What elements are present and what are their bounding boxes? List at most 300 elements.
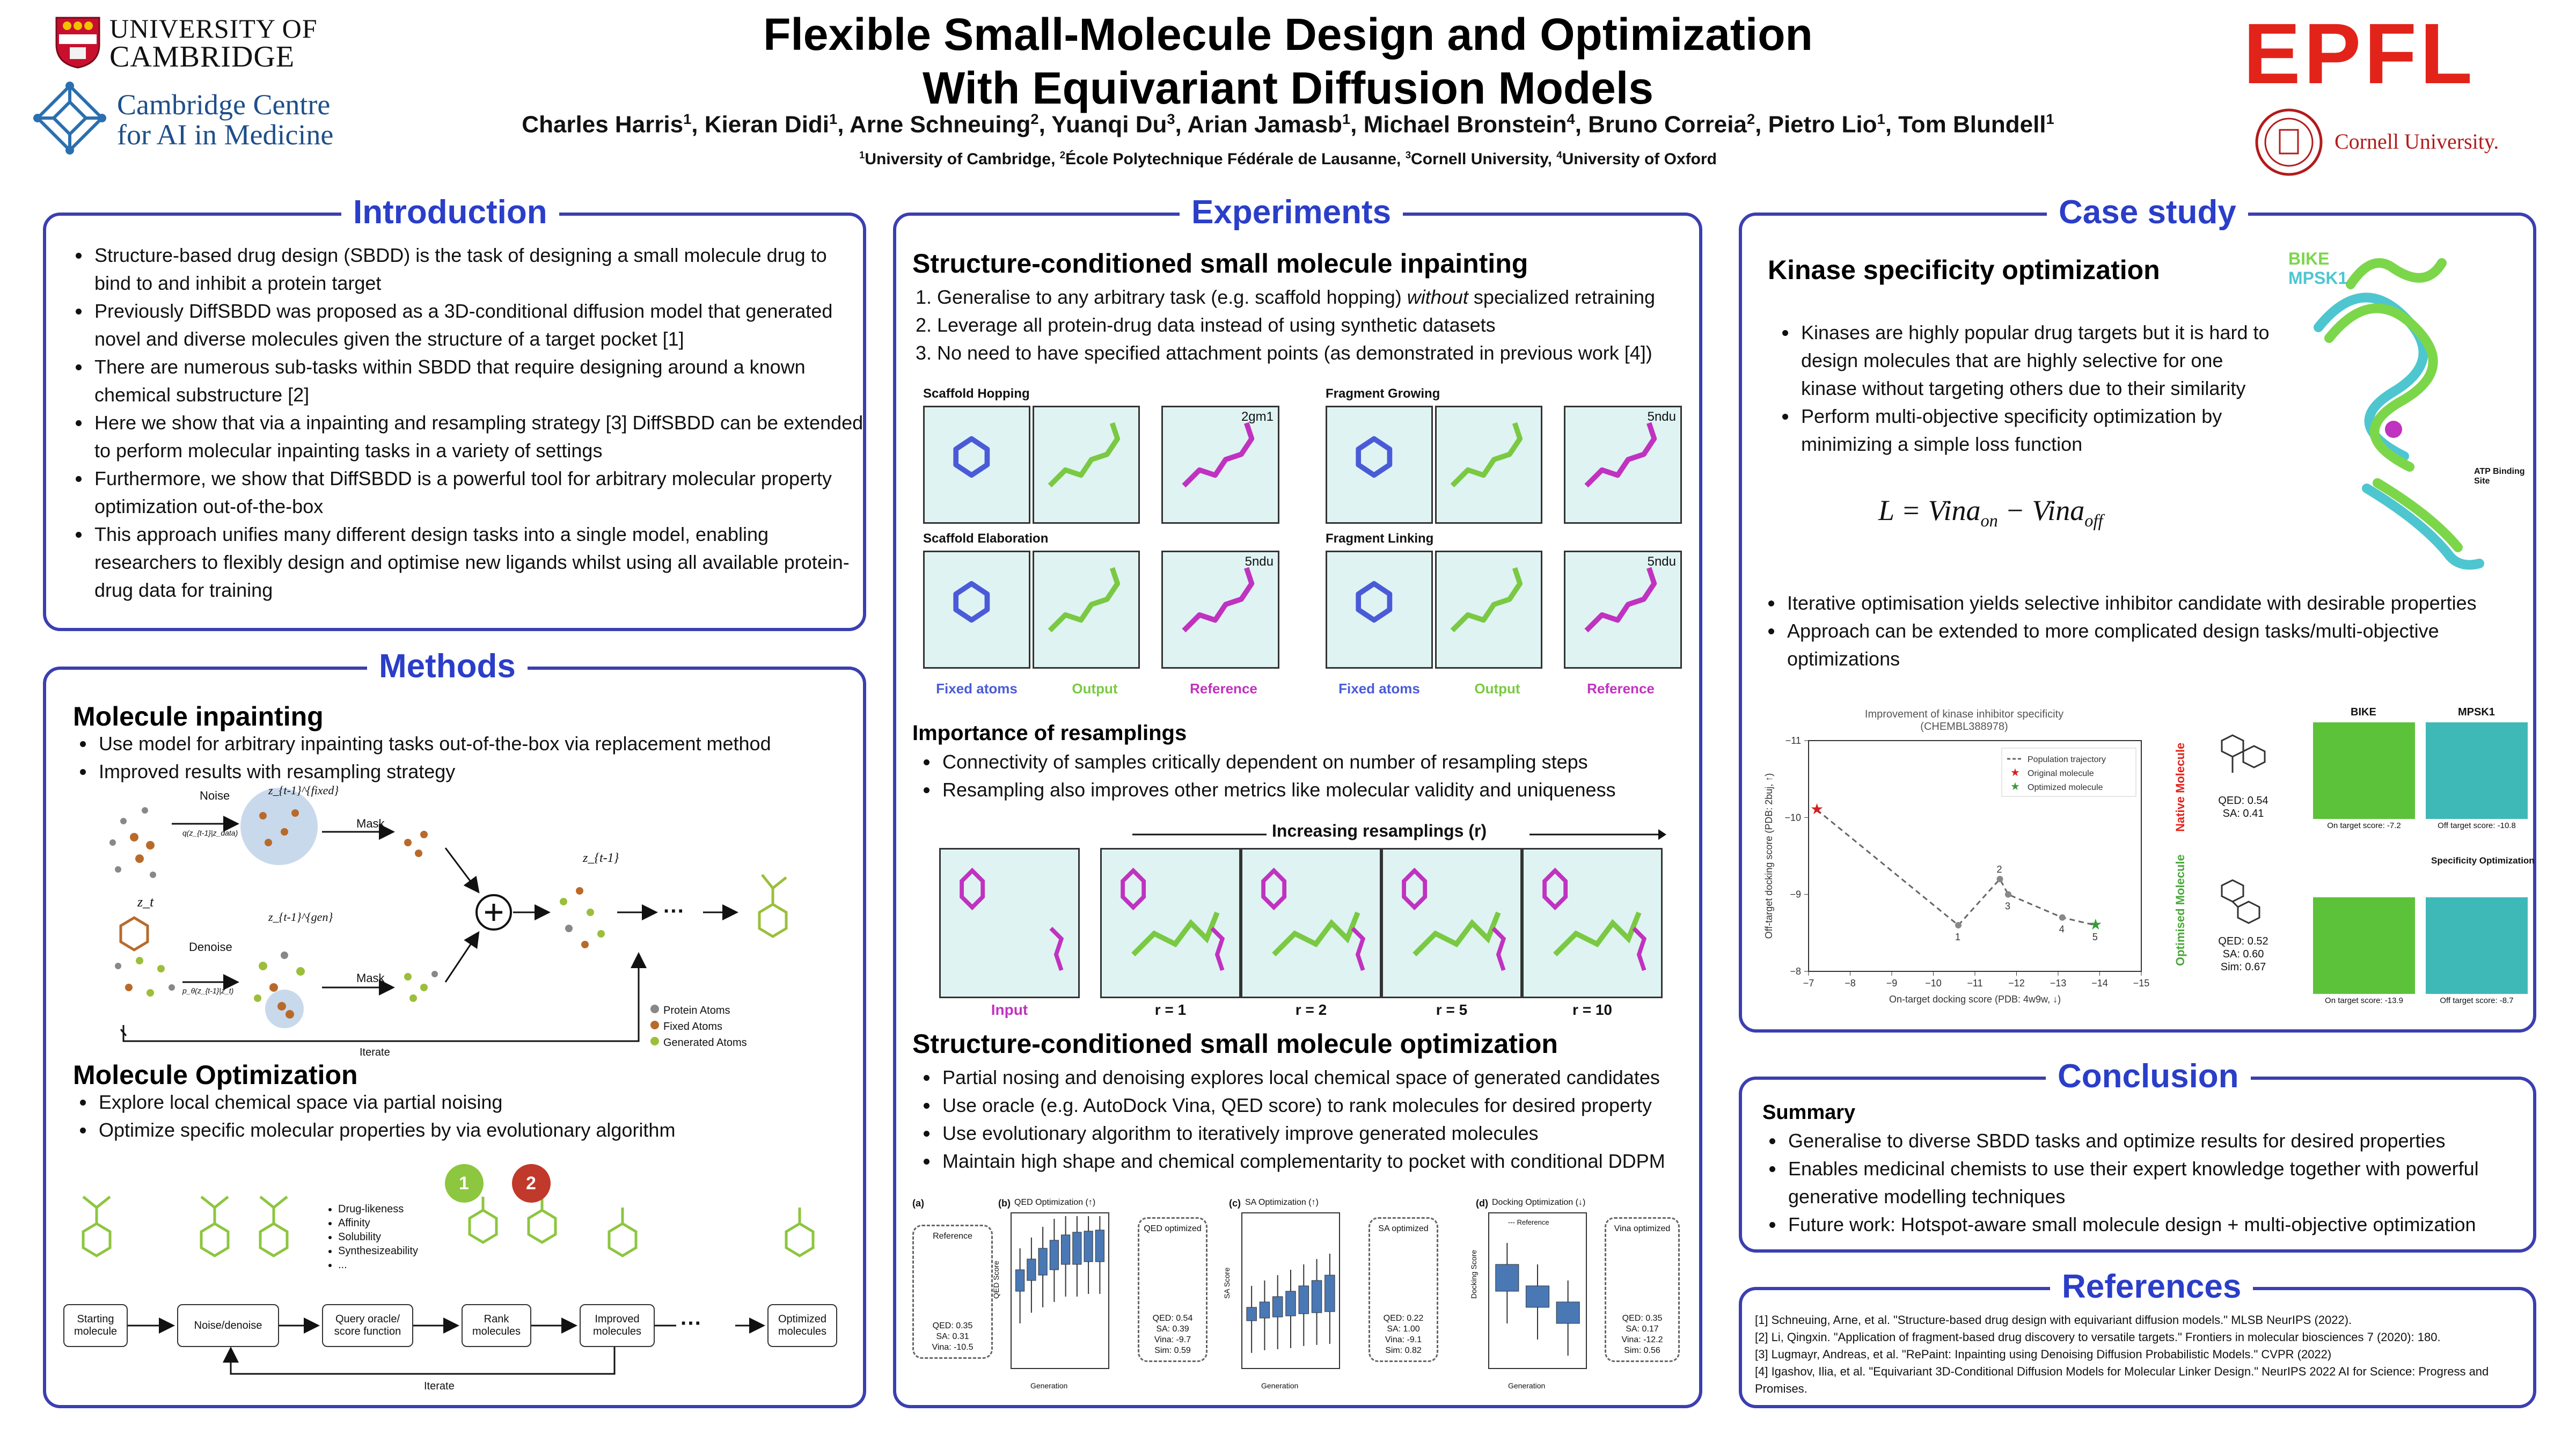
trajectory-line [1817,810,2096,925]
affiliation-name: University of Cambridge [865,150,1051,168]
z-t-label: z_t [137,894,154,910]
col-fixed-atoms-2: Fixed atoms [1338,680,1420,697]
ccaim-line1: Cambridge Centre [117,89,331,121]
resampling-bullet: • Resampling also improves other metrics like molecular validity and uniqueness [939,776,1723,804]
resampling-heading: Importance of resamplings [912,721,1187,745]
author-affiliation: 1 [2046,111,2054,127]
case-study-bullets [1766,319,2281,458]
native-molecule-drawing [2200,719,2281,789]
molecule-drawing [925,407,1029,522]
resampling-label: r = 2 [1295,1001,1327,1018]
pdb-id: 5ndu [1245,554,1274,569]
box [1073,1232,1081,1264]
legend-item: Fixed Atoms [663,1021,723,1033]
reference-item: [3] Lugmayr, Andreas, et al. "RePaint: Inpainting using Denoising Diffusion Probabilistic Models." CVPR (2022) [1755,1348,2332,1361]
x-tick-label: −11 [1967,978,1983,989]
stat-line: Sim: 0.67 [2220,961,2266,973]
legend-label: Original molecule [2028,769,2094,778]
box-title: Reference [933,1232,972,1241]
loss-equation: L = Vina$_{on}$ − Vina$_{off}$ [1878,494,2103,531]
flow-molecules [83,1197,813,1256]
box [1496,1264,1519,1291]
point-label: 5 [2092,932,2098,942]
x-axis-label: On-target docking score (PDB: 4w9w, ↓) [1889,994,2061,1005]
subplot-title: SA Optimization (↑) [1245,1198,1319,1207]
references-title: References [2050,1269,2253,1305]
resampling-arrow-label: Increasing resamplings (r) [1272,821,1487,840]
subplot-legend: --- Reference [1508,1218,1549,1226]
optimization-experiment-bullet: • Partial nosing and denoising explores local chemical space of generated candidates [939,1064,1723,1092]
denoise-label: Denoise [189,940,232,954]
intro-bullet: • There are numerous sub-tasks within SBDD that require designing around a known chemical substructure [2] [91,353,864,409]
flow-iterate-loop [231,1347,614,1374]
panel-letter: (a) [912,1198,924,1209]
reference-image [1564,551,1682,669]
x-tick-label: −14 [2091,978,2108,989]
resampling-label: Input [991,1001,1028,1018]
optimised-molecule-drawing [2200,864,2281,934]
optimization-bullet: • Explore local chemical space via partial noising [96,1088,879,1116]
subplot-ylabel: QED Score [992,1261,1000,1299]
generated-cloud [254,952,305,1028]
z-gen-label: z_{t-1}^{gen} [268,910,333,924]
stat-line: QED: 0.52 [2218,935,2268,947]
stat-line: Vina: -9.1 [1385,1335,1422,1344]
optimization-flow-diagram [59,1159,853,1395]
box [1325,1275,1335,1312]
iterate-label: Iterate [360,1046,390,1058]
box [1312,1280,1321,1313]
molecule-drawing [1327,407,1431,522]
molecule-drawing [1327,552,1431,667]
iterate-loop [123,955,639,1041]
resampling-bullet: • Connectivity of samples critically dependent on number of resampling steps [939,748,1723,776]
subplot-title: Docking Optimization (↓) [1492,1198,1586,1207]
col-reference-2: Reference [1587,680,1655,697]
x-tick-label: −12 [2008,978,2025,989]
optimized-molecule-marker: ★ [2089,916,2103,933]
trajectory-point [1955,922,1962,928]
task-label: Scaffold Hopping [923,386,1030,401]
box [1038,1248,1047,1275]
score-opt-on: On target score: -13.9 [2325,996,2403,1005]
fixed-atoms-image [1326,406,1433,524]
optimization-experiment-bullets [907,1064,1723,1175]
box [1062,1235,1070,1264]
property-list [322,1202,418,1272]
mpsk1-label: MPSK1 [2288,268,2348,288]
native-stats [2216,794,2270,820]
sa-optimized-box [1368,1217,1438,1362]
y-tick-label: −11 [1785,735,1801,746]
box [1247,1307,1256,1321]
subplot-ylabel: Docking Score [1469,1249,1478,1299]
cornell-logo [2254,107,2522,188]
box [1095,1230,1104,1262]
stat-line: QED: 0.35 [932,1321,973,1330]
fixed-atoms-image [1326,551,1433,669]
network-icon [32,80,107,156]
masked-generated [404,971,438,1002]
task-label: Fragment Linking [1326,531,1434,546]
ccaim-line2: for AI in Medicine [117,119,334,151]
p-label: p_θ(z_{t-1}|z_t) [182,986,234,995]
col-fixed-atoms-1: Fixed atoms [936,680,1018,697]
pdb-id: 5ndu [1647,409,1676,424]
cambridge-line2: CAMBRIDGE [109,40,295,74]
box [1016,1270,1024,1291]
intro-bullet: • This approach unifies many different design tasks into a single model, enabling researchers to flexibly design and optimise new ligands whilst using all available protein-drug data for training [91,521,864,604]
output-image [1033,551,1140,669]
molecule-drawing [1242,850,1380,997]
point-label: 1 [1955,932,1961,942]
mask-label-2: Mask [356,971,385,985]
col-output-1: Output [1072,680,1118,697]
molecule-drawing [1163,552,1278,667]
fixed-molecule [109,807,156,878]
box-title: SA optimized [1378,1224,1429,1233]
conclusion-bullets [1753,1127,2552,1239]
stat-line: SA: 0.41 [2222,808,2264,819]
x-tick-label: −8 [1845,978,1856,989]
property-item: • ... [338,1258,418,1272]
stat-line: QED: 0.54 [2218,795,2268,807]
flow-step-rank: Rank molecules [462,1304,531,1347]
z-fixed-label: z_{t-1}^{fixed} [268,784,339,797]
y-tick-label: −10 [1784,812,1801,823]
native-molecule-label: Native Molecule [2174,742,2187,832]
bike-col-header: BIKE [2351,706,2376,718]
inpainting-point: 2. Leverage all protein-drug data instead of using synthetic datasets [937,311,1721,339]
inpainting-experiment-heading: Structure-conditioned small molecule inpainting [912,248,1528,279]
title-line2: With Equivariant Diffusion Models [923,63,1653,113]
epfl-logo: EPFL [2243,5,2476,101]
legend-label: Population trajectory [2028,755,2106,764]
affiliation-number: 1 [859,149,865,160]
author-affiliation: 3 [1167,111,1175,127]
stat-line: SA: 0.31 [936,1332,969,1341]
flow-step-starting: Starting molecule [63,1304,128,1347]
box [1027,1259,1036,1280]
author-name: Michael Bronstein [1363,111,1567,138]
reference-item: [1] Schneuing, Arne, et al. "Structure-based drug design with equivariant diffusion models." MLSB NeurIPS (2022). [1755,1313,2352,1327]
title-line1: Flexible Small-Molecule Design and Optimization [763,9,1813,60]
ellipsis: ··· [663,899,685,923]
optimization-experiment-bullet: • Maintain high shape and chemical complementarity to pocket with conditional DDPM [939,1147,1723,1175]
flow-ellipsis: ··· [680,1312,702,1335]
legend-optimized-icon: ★ [2010,781,2020,793]
optimization-bullets [63,1088,879,1144]
intro-bullet: • Structure-based drug design (SBDD) is the task of designing a small molecule drug to bind to and inhibit a protein target [91,241,864,297]
author-name: Bruno Correia [1588,111,1747,138]
qed-optimized-box [1138,1217,1208,1362]
trajectory-point [2005,891,2011,898]
molecule-optimization-heading: Molecule Optimization [73,1060,358,1090]
legend-item: Generated Atoms [663,1037,747,1049]
legend-label: Optimized molecule [2028,783,2103,792]
affiliation-list: $^1$University of Cambridge, $^2$École Polytechnique Fédérale de Lausanne, $^3$Cornell University, $^4$University of Oxford [859,149,1717,168]
bike-optimised-image [2313,897,2415,994]
molecule-drawing [1163,407,1278,522]
molecule-drawing [1437,407,1541,522]
experiments-title: Experiments [1180,195,1403,230]
molecule-drawing [1102,850,1239,997]
bike-native-image [2313,722,2415,819]
emphasis: without [1407,286,1468,308]
resampling-label: r = 5 [1436,1001,1468,1018]
author-name: Charles Harris [522,111,684,138]
molecule-drawing [1565,552,1680,667]
output-image [1435,406,1542,524]
inpainting-bullet: • Improved results with resampling strategy [96,758,879,786]
box-stats [1370,1313,1437,1356]
author-name: Arne Schneuing [850,111,1031,138]
optimization-bullet: • Optimize specific molecular properties by via evolutionary algorithm [96,1116,879,1144]
author-name: Kieran Didi [704,111,830,138]
y-tick-label: −9 [1790,889,1801,900]
property-item: • Affinity [338,1216,418,1230]
intro-bullet: • Furthermore, we show that DiffSBDD is a powerful tool for arbitrary molecular property optimization out-of-the-box [91,465,864,521]
point-label: 2 [1996,864,2002,875]
inpainting-point: 1. Generalise to any arbitrary task (e.g. scaffold hopping) without specialized retraining [937,283,1721,311]
author-affiliation: 1 [1342,111,1351,127]
resampling-image [939,848,1080,998]
stat-line: QED: 0.35 [1622,1314,1663,1323]
introduction-bullets [59,241,864,604]
molecule-drawing [1034,552,1138,667]
box-title: QED optimized [1144,1224,1202,1233]
molecule-drawing [925,552,1029,667]
specificity-arrow-label: Specificity Optimization [2431,855,2535,866]
kinase-heading: Kinase specificity optimization [1768,255,2160,285]
y-tick-label: −8 [1790,966,1801,977]
case-study-bullet: • Iterative optimisation yields selective inhibitor candidate with desirable properties [1784,589,2551,617]
stat-line: Sim: 0.82 [1385,1346,1422,1355]
pdb-id: 2gm1 [1241,409,1274,424]
subplot-title: QED Optimization (↑) [1014,1198,1096,1207]
stat-line: SA: 0.17 [1626,1324,1659,1334]
atp-site-label: ATP Binding Site [2474,467,2525,486]
point-label: 4 [2059,924,2065,935]
affiliation-number: 4 [1556,149,1562,160]
trajectory-point [1997,876,2003,882]
x-tick-label: −9 [1886,978,1898,989]
intro-bullet: • Here we show that via a inpainting and resampling strategy [3] DiffSBDD can be extended to perform molecular inpainting tasks in a variety of settings [91,409,864,465]
case-study-bullet: • Perform multi-objective specificity optimization by minimizing a simple loss function [1798,402,2281,458]
case-study-bullet: • Kinases are highly popular drug targets but it is hard to design molecules that are highly selective for one kinase without targeting others due to their similarity [1798,319,2281,402]
badge-1-label: 1 [459,1173,469,1194]
summary-heading: Summary [1762,1101,1856,1124]
original-molecule-marker: ★ [1810,801,1824,817]
x-tick-label: −13 [2050,978,2067,989]
stat-line: Vina: -9.7 [1154,1335,1191,1344]
q-label: q(z_{t-1}|z_data) [182,829,238,837]
fixed-atoms-image [923,551,1030,669]
stat-line: QED: 0.22 [1383,1314,1424,1323]
stat-line: Sim: 0.59 [1154,1346,1191,1355]
trajectory-point [2059,914,2066,921]
poster-title [644,8,1932,115]
legend-original-icon: ★ [2010,767,2020,779]
score-native-off: Off target score: -10.8 [2438,821,2516,830]
y-axis-label: Off-target docking score (PDB: 2buj, ↑) [1763,773,1774,939]
x-tick-label: −7 [1803,978,1814,989]
subplot-xlabel: Generation [1508,1381,1546,1390]
stat-line: Sim: 0.56 [1624,1346,1660,1355]
panel-letter: (c) [1229,1198,1241,1209]
reference-box [912,1225,993,1359]
masked-fixed [404,831,428,857]
methods-title: Methods [367,649,528,684]
bike-label: BIKE [2288,249,2330,268]
resampling-arrow [1132,826,1669,843]
author-affiliation: 1 [829,111,838,127]
stat-line: SA: 1.00 [1387,1324,1420,1334]
col-output-2: Output [1474,680,1520,697]
reference-image [1161,551,1279,669]
stat-line: QED: 0.54 [1152,1314,1193,1323]
affiliation-name: Cornell University [1411,150,1548,168]
score-opt-off: Off target score: -8.7 [2440,996,2514,1005]
inpainting-points [907,283,1721,367]
introduction-title: Introduction [341,195,559,230]
box-stats [1139,1313,1206,1356]
author-name: Pietro Lio [1768,111,1877,138]
property-item: • Solubility [338,1230,418,1244]
fixed-atoms-image [923,406,1030,524]
optimization-experiment-bullet: • Use evolutionary algorithm to iteratively improve generated molecules [939,1119,1723,1147]
resampling-label: r = 1 [1154,1001,1187,1018]
author-affiliation: 2 [1030,111,1039,127]
z-tm1-label: z_{t-1} [583,851,619,865]
fixed-ring [121,918,148,950]
panel-letter: (b) [998,1198,1011,1209]
case-study-bullet: • Approach can be extended to more complicated design tasks/multi-objective optimizations [1784,617,2551,673]
conclusion-bullet: • Enables medicinal chemists to use their expert knowledge together with powerful generative modelling techniques [1785,1155,2552,1211]
resampling-image [1241,848,1381,998]
inpainting-bullet: • Use model for arbitrary inpainting tasks out-of-the-box via replacement method [96,730,879,758]
flow-step-optimized: Optimized molecules [767,1304,837,1347]
fixed-cloud [240,788,318,865]
mpsk1-col-header: MPSK1 [2458,706,2495,718]
point-label: 3 [2005,901,2011,912]
flow-step-noise: Noise/denoise [177,1304,279,1347]
box [1299,1286,1308,1314]
author-list: Charles Harris$^1$, Kieran Didi$^1$, Arne Schneuing$^2$, Yuanqi Du$^3$, Arian Jamasb$^1$, Michael Bronstein$^4$, Bruno Correia$^2$, Pietro Lio$^1$, Tom Blundell$^1$ [522,111,2054,138]
molecule-inpainting-heading: Molecule inpainting [73,701,324,731]
cambridge-logo [54,13,354,72]
stat-line: SA: 0.60 [2222,948,2264,960]
references-list [1755,1312,2522,1397]
case-study-title: Case study [2047,195,2248,230]
inpainting-bullets [63,730,879,786]
cornell-name: Cornell University. [2334,129,2499,153]
box [1050,1240,1058,1270]
property-item: • Drug-likeness [338,1202,418,1216]
conclusion-title: Conclusion [2046,1059,2251,1094]
author-affiliation: 4 [1567,111,1575,127]
pdb-id: 5ndu [1647,554,1676,569]
output-image [1033,406,1140,524]
diagram-legend-labels [663,1002,747,1051]
mask-label-1: Mask [356,817,385,830]
subplot-xlabel: Generation [1030,1381,1068,1390]
optimization-experiment-bullet: • Use oracle (e.g. AutoDock Vina, QED score) to rank molecules for desired property [939,1092,1723,1119]
x-tick-label: −15 [2133,978,2150,989]
flow-step-oracle: Query oracle/ score function [322,1304,413,1347]
affiliation-number: 3 [1405,149,1411,160]
inpainting-point: 3. No need to have specified attachment points (as demonstrated in previous work [4]) [937,339,1721,367]
final-molecule [759,875,786,936]
combined-state [560,887,605,948]
cambridge-line1: UNIVERSITY OF [109,13,318,43]
reference-item: [4] Igashov, Ilia, et al. "Equivariant 3D-Conditional Diffusion Models for Molecular Linker Design." NeurIPS 2022 AI for Science: Progress and Promises. [1755,1365,2489,1395]
stat-line: Vina: -12.2 [1621,1335,1663,1344]
author-name: Arian Jamasb [1187,111,1342,138]
x-tick-label: −10 [1925,978,1942,989]
molecule-drawing [1383,850,1520,997]
stat-line: SA: 0.39 [1156,1324,1189,1334]
intro-bullet: • Previously DiffSBDD was proposed as a 3D-conditional diffusion model that generated novel and diverse molecules given the structure of a target pocket [1] [91,297,864,353]
score-native-on: On target score: -7.2 [2327,821,2401,830]
author-affiliation: 2 [1746,111,1755,127]
reference-image [1564,406,1682,524]
molecule-drawing [1034,407,1138,522]
legend-item: Protein Atoms [663,1005,730,1016]
conclusion-bullet: • Generalise to diverse SBDD tasks and optimize results for desired properties [1785,1127,2552,1155]
boxplot [1240,1211,1342,1372]
panel-letter: (d) [1476,1198,1488,1209]
generated-molecule [115,957,175,997]
affiliation-name: University of Oxford [1562,150,1717,168]
author-affiliation: 1 [1877,111,1885,127]
task-label: Fragment Growing [1326,386,1440,401]
optimised-stats [2216,935,2270,974]
box [1272,1297,1282,1317]
box-stats [914,1321,991,1353]
badge-2-label: 2 [526,1173,536,1194]
affiliation-name: École Polytechnique Fédérale de Lausanne [1065,150,1397,168]
property-item: • Synthesizeability [338,1244,418,1258]
flow-iterate-label: Iterate [424,1380,455,1392]
molecule-drawing [1565,407,1680,522]
boxplot [1009,1211,1111,1372]
kinase-chart [1760,724,2168,1025]
affiliation-number: 2 [1059,149,1066,160]
subplot-ylabel: SA Score [1223,1267,1231,1299]
resampling-image [1381,848,1522,998]
molecule-drawing [1437,552,1541,667]
optimization-experiment-heading: Structure-conditioned small molecule optimization [912,1029,1558,1059]
molecule-drawing [941,850,1078,997]
flow-step-improved: Improved molecules [580,1304,655,1347]
stat-line: Vina: -10.5 [932,1343,974,1352]
author-affiliation: 1 [683,111,692,127]
conclusion-bullet: • Future work: Hotspot-aware small molecule design + multi-objective optimization [1785,1211,2552,1239]
output-image [1435,551,1542,669]
noise-label: Noise [200,789,230,802]
subplot-xlabel: Generation [1261,1381,1299,1390]
box [1260,1302,1269,1318]
box [1286,1291,1296,1316]
resampling-bullets [907,748,1723,804]
box [1526,1286,1549,1307]
cambridge-shield-icon [54,15,102,69]
diagram-legend [650,1005,659,1045]
mpsk1-native-image [2426,722,2528,819]
reference-item: [2] Li, Qingxin. "Application of fragment-based drug discovery to versatile targets." Frontiers in molecular biosciences 7 (2020): 180. [1755,1330,2441,1344]
box [1084,1231,1093,1262]
